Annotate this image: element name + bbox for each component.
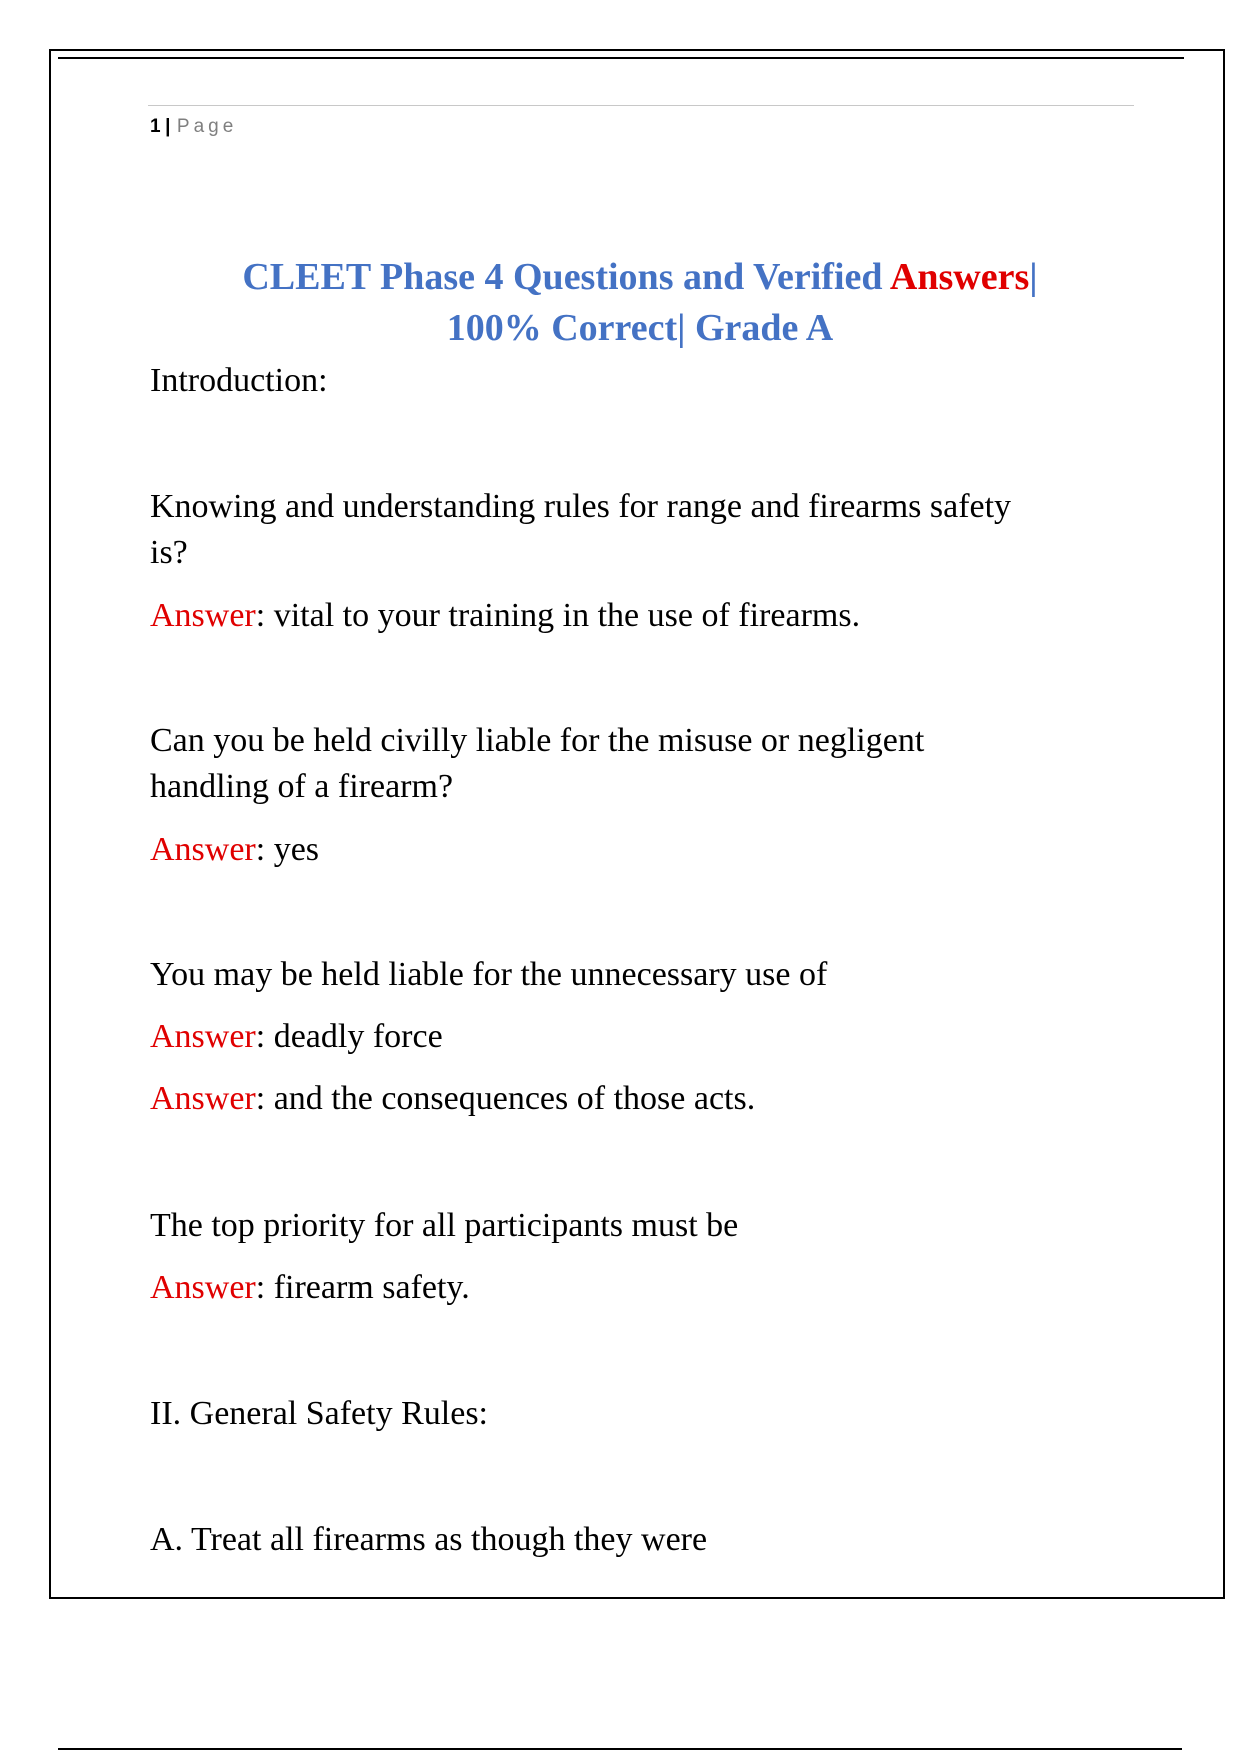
answer-label: Answer	[150, 1080, 256, 1117]
answer-text: : and the consequences of those acts.	[255, 1080, 756, 1117]
page-word: Page	[176, 116, 238, 137]
document-title	[150, 252, 1130, 354]
rule-a: A. Treat all firearms as though they were	[150, 1521, 708, 1558]
title-text-2: |	[1029, 256, 1038, 298]
title-text-1: CLEET Phase 4 Questions and Verified	[242, 256, 890, 298]
title-accent: Answers	[889, 256, 1030, 298]
answer-text: : deadly force	[255, 1018, 443, 1055]
title-line-2: 100% Correct| Grade A	[446, 307, 834, 349]
question-3: You may be held liable for the unnecessary use of	[150, 956, 828, 993]
question-4: The top priority for all participants must be	[150, 1207, 739, 1244]
answer-text: : yes	[255, 831, 320, 868]
answer-1	[150, 593, 860, 639]
top-rule	[58, 57, 1184, 59]
question-1-line-2: is?	[150, 534, 188, 571]
page-number: 1	[150, 116, 162, 137]
introduction-heading: Introduction:	[150, 362, 328, 399]
page-separator: |	[165, 116, 171, 137]
answer-label: Answer	[150, 1018, 256, 1055]
answer-label: Answer	[150, 1269, 256, 1306]
answer-3b	[150, 1076, 755, 1122]
answer-label: Answer	[150, 831, 256, 868]
question-2-line-1: Can you be held civilly liable for the misuse or negligent	[150, 722, 925, 759]
question-2-line-2: handling of a firearm?	[150, 768, 454, 805]
answer-label: Answer	[150, 597, 256, 634]
header-divider	[148, 105, 1134, 106]
page-number-header	[150, 116, 237, 138]
bottom-rule	[58, 1748, 1182, 1750]
answer-3a	[150, 1014, 443, 1060]
answer-text: : vital to your training in the use of firearms.	[255, 597, 861, 634]
title-line-1	[150, 252, 1130, 303]
section-heading: II. General Safety Rules:	[150, 1395, 488, 1432]
answer-text: : firearm safety.	[255, 1269, 470, 1306]
answer-2	[150, 827, 319, 873]
question-1-line-1: Knowing and understanding rules for range and firearms safety	[150, 488, 1012, 525]
answer-4	[150, 1265, 470, 1311]
